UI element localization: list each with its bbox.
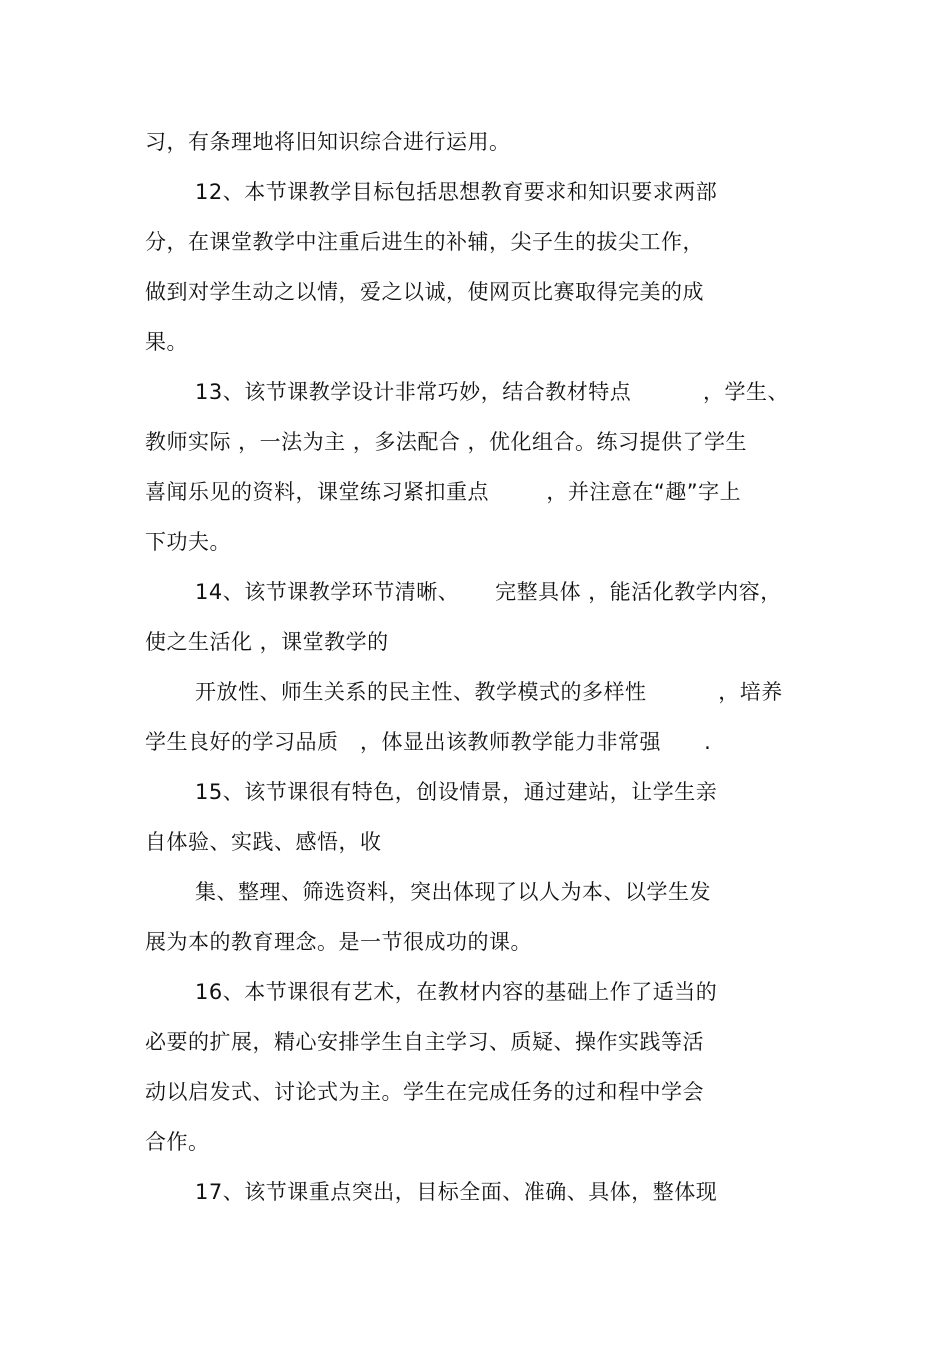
text-line: 集、整理、筛选资料，突出体现了以人为本、以学生发 [195,880,711,904]
text-line: 教师实际 ，一法为主 ，多法配合 ，优化组合。练习提供了学生 [145,430,748,454]
text-line: 分，在课堂教学中注重后进生的补辅，尖子生的拔尖工作， [145,230,704,254]
text-line: 必要的扩展，精心安排学生自主学习、质疑、操作实践等活 [145,1030,704,1054]
paragraph-15-line: 15、该节课很有特色，创设情景，通过建站，让学生亲 [195,780,718,804]
text-line: 习，有条理地将旧知识综合进行运用。 [145,130,511,154]
text-line: 下功夫。 [145,530,231,554]
text-line: 使之生活化 ，课堂教学的 [145,630,389,654]
paragraph-13-line: 13、该节课教学设计非常巧妙，结合教材特点 ，学生、 [195,380,789,404]
text-line: 喜闻乐见的资料，课堂练习紧扣重点 ，并注意在“趣”字上 [145,480,742,504]
text-line: 开放性、师生关系的民主性、教学模式的多样性 ，培养 [195,680,783,704]
text-line: 自体验、实践、感悟，收 [145,830,382,854]
paragraph-16-line: 16、本节课很有艺术，在教材内容的基础上作了适当的 [195,980,718,1004]
text-line: 展为本的教育理念。是一节很成功的课。 [145,930,532,954]
paragraph-17-line: 17、该节课重点突出，目标全面、准确、具体，整体现 [195,1180,718,1204]
paragraph-14-line: 14、该节课教学环节清晰、 完整具体 ，能活化教学内容， [195,580,782,604]
text-line: 果。 [145,330,188,354]
text-line: 合作。 [145,1130,210,1154]
text-line: 动以启发式、讨论式为主。学生在完成任务的过和程中学会 [145,1080,704,1104]
text-line: 做到对学生动之以情，爱之以诚，使网页比赛取得完美的成 [145,280,704,304]
text-line: 学生良好的学习品质 ，体显出该教师教学能力非常强 . [145,730,712,754]
paragraph-12-line: 12、本节课教学目标包括思想教育要求和知识要求两部 [195,180,718,204]
